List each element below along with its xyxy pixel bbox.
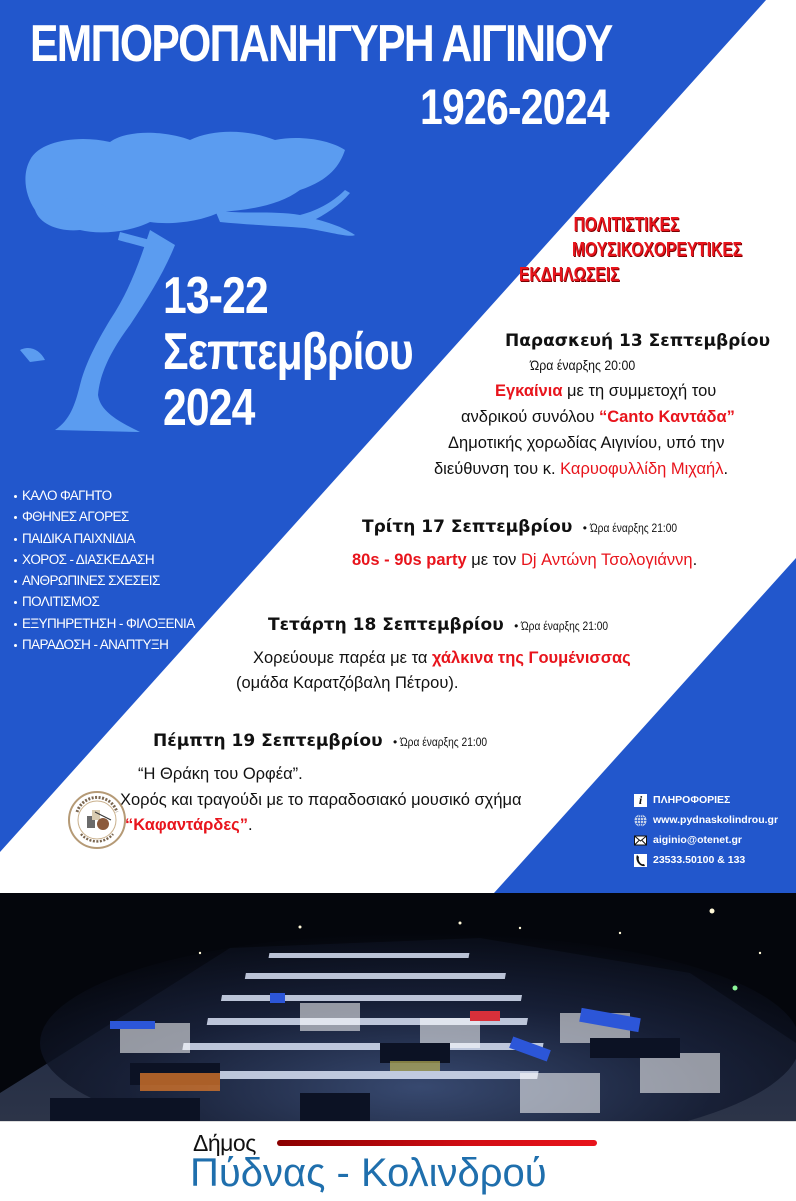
email-link[interactable]: aiginio@otenet.gr: [653, 834, 742, 846]
date-range: 13-22: [163, 267, 268, 325]
bullet-icon: [14, 559, 17, 562]
event-desc-1-line4: διεύθυνση του κ. Καρυοφυλλίδη Μιχαήλ.: [434, 460, 729, 478]
event-desc-1-line3: Δημοτικής χορωδίας Αιγινίου, υπό την: [448, 434, 725, 452]
phone-icon: [634, 854, 647, 867]
website-link[interactable]: www.pydnaskolindrou.gr: [653, 814, 779, 826]
event-day-2: Τρίτη 17 Σεπτεμβρίου: [362, 517, 573, 537]
kafantardes-logo: [67, 790, 127, 850]
event-desc-2-line1: 80s - 90s party με τον Dj Αντώνη Τσολογιάννη.: [352, 551, 698, 569]
feature-item: ΠΑΙΔΙΚΑ ΠΑΙΧΝΙΔΙΑ: [14, 528, 195, 549]
feature-item: ΕΞΥΠΗΡΕΤΗΣΗ - ΦΙΛΟΞΕΝΙΑ: [14, 613, 195, 634]
event-desc-1-line1: Εγκαίνια με τη συμμετοχή του: [495, 382, 717, 400]
event-day-1: Παρασκευή 13 Σεπτεμβρίου: [505, 331, 771, 351]
event-header-2: [362, 517, 692, 537]
phone-number: 23533.50100 & 133: [653, 854, 746, 866]
event-day-4: Πέμπτη 19 Σεπτεμβρίου: [153, 731, 383, 751]
event-day-3: Τετάρτη 18 Σεπτεμβρίου: [268, 615, 504, 635]
feature-item: ΠΑΡΑΔΟΣΗ - ΑΝΑΠΤΥΞΗ: [14, 634, 195, 655]
event-title: ΕΜΠΟΡΟΠΑΝΗΓΥΡΗ ΑΙΓΙΝΙΟΥ: [30, 15, 612, 73]
globe-icon: [634, 814, 647, 827]
phone-row[interactable]: [634, 850, 778, 870]
red-divider-bar: [277, 1140, 597, 1146]
feature-item: ΧΟΡΟΣ - ΔΙΑΣΚΕΔΑΣΗ: [14, 549, 195, 570]
date-month: Σεπτεμβρίου: [163, 323, 413, 381]
website-row[interactable]: [634, 810, 778, 830]
event-time-4: Ώρα έναρξης 21:00: [400, 735, 488, 749]
feature-item: ΠΟΛΙΤΙΣΜΟΣ: [14, 591, 195, 612]
bullet-icon: [14, 495, 17, 498]
event-time-2: Ώρα έναρξης 21:00: [589, 521, 678, 535]
event-time-1: Ώρα έναρξης 20:00: [530, 357, 636, 373]
event-header-4: [153, 731, 503, 751]
features-list: [14, 485, 195, 655]
event-header-3: [268, 615, 624, 635]
event-time-3: Ώρα έναρξης 21:00: [521, 619, 609, 633]
bullet-icon: [14, 644, 17, 647]
event-dates: [163, 268, 413, 436]
bullet-icon: [14, 580, 17, 583]
info-icon: i: [634, 794, 647, 807]
event-desc-4-line3: “Καφαντάρδες”.: [125, 816, 253, 834]
bullet-icon: •: [582, 521, 587, 535]
email-row[interactable]: [634, 830, 778, 850]
event-desc-1-line2: ανδρικού συνόλου “Canto Καντάδα”: [461, 408, 735, 426]
bullet-icon: [14, 623, 17, 626]
date-year: 2024: [163, 379, 255, 437]
info-label-row: i ΠΛΗΡΟΦΟΡΙΕΣ: [634, 790, 778, 810]
bullet-icon: [14, 601, 17, 604]
bullet-icon: •: [514, 619, 519, 633]
bullet-icon: [14, 516, 17, 519]
info-block: [634, 790, 778, 870]
event-desc-3-line2: (ομάδα Καρατζόβαλη Πέτρου).: [236, 674, 459, 692]
feature-item: ΑΝΘΡΩΠΙΝΕΣ ΣΧΕΣΕΙΣ: [14, 570, 195, 591]
event-years: 1926-2024: [420, 79, 609, 135]
event-desc-4-line1: “Η Θράκη του Ορφέα”.: [138, 765, 303, 783]
municipality-name: Πύδνας - Κολινδρού: [190, 1151, 547, 1195]
event-desc-3-line1: Χορεύουμε παρέα με τα χάλκινα της Γουμένισσας: [253, 649, 631, 667]
envelope-icon: [634, 834, 647, 847]
bullet-icon: •: [393, 735, 398, 749]
feature-item: ΚΑΛΟ ΦΑΓΗΤΟ: [14, 485, 195, 506]
municipality-prefix: Δήμος: [193, 1130, 256, 1156]
fair-aerial-photo: [0, 893, 796, 1121]
bullet-icon: [14, 538, 17, 541]
feature-item: ΦΘΗΝΕΣ ΑΓΟΡΕΣ: [14, 506, 195, 527]
events-heading: ΠΟΛΙΤΙΣΤΙΚΕΣ ΜΟΥΣΙΚΟΧΟΡΕΥΤΙΚΕΣ ΕΚΔΗΛΩΣΕΙΣ: [519, 214, 743, 286]
fair-photo-illustration: [0, 893, 796, 1121]
event-desc-4-line2: Χορός και τραγούδι με το παραδοσιακό μουσικό σχήμα: [120, 791, 522, 809]
